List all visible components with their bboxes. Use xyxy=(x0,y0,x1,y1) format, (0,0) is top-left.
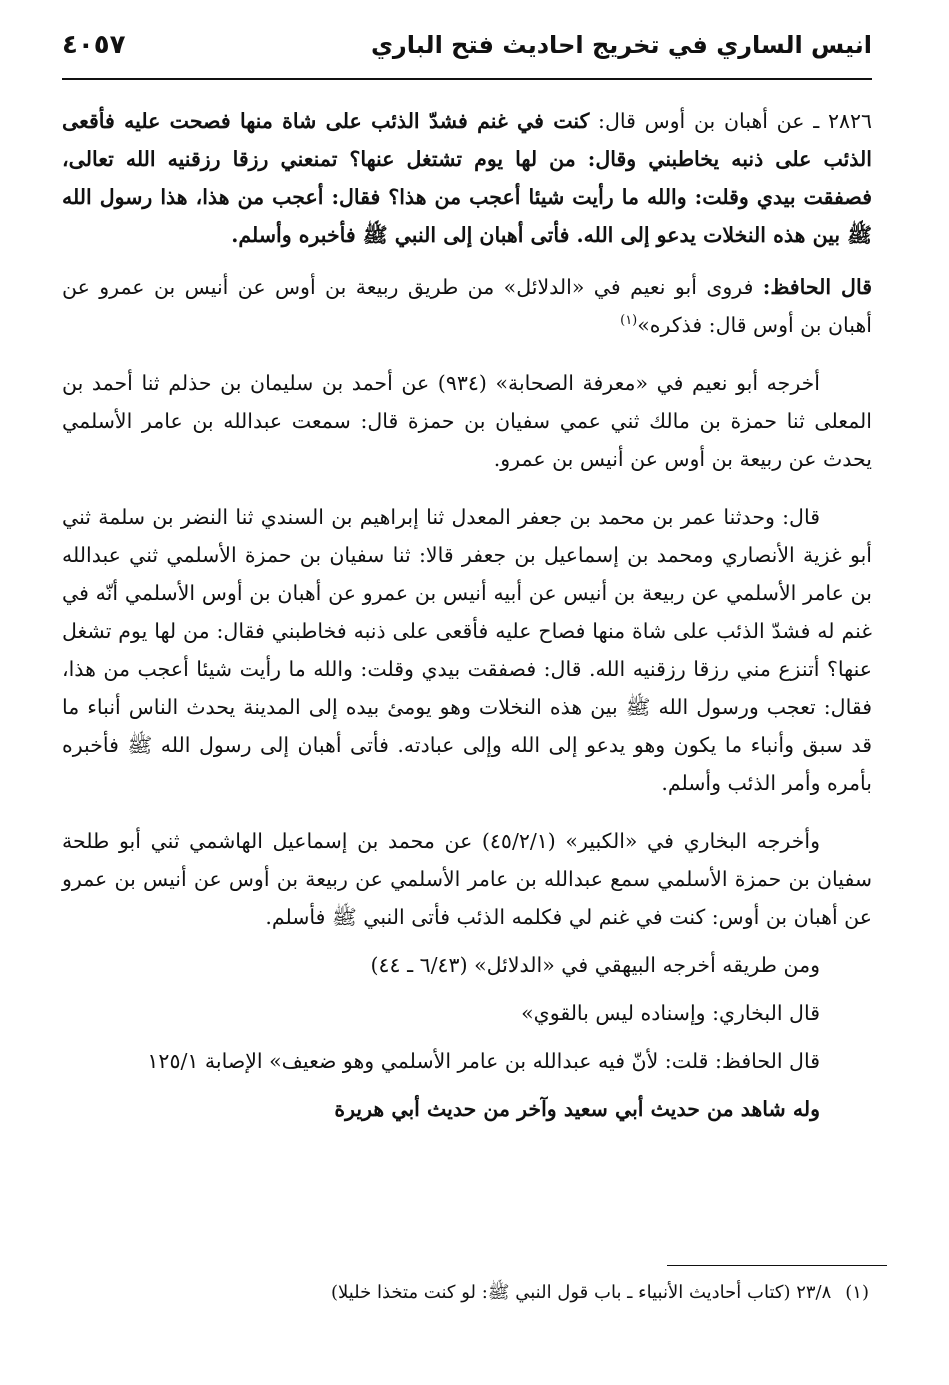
hafiz-comment: قال الحافظ: قلت: لأنّ فيه عبدالله بن عامر الأسلمي وهو ضعيف» الإصابة ١٢٥/١ xyxy=(147,1049,820,1073)
hadith-paragraph xyxy=(62,102,872,254)
footnote xyxy=(331,1278,869,1308)
hadith-number: ٢٨٢٦ xyxy=(827,109,873,133)
page-number: ٤٠٥٧ xyxy=(62,30,126,60)
bukhari-comment: قال البخاري: وإسناده ليس بالقوي» xyxy=(521,1001,820,1025)
takhrij-bayhaqi: ومن طريقه أخرجه البيهقي في «الدلائل» (٦/٤٣ ـ ٤٤) xyxy=(370,953,820,977)
header-rule xyxy=(62,78,872,80)
footnote-rule xyxy=(667,1265,887,1266)
takhrij-bukhari: وأخرجه البخاري في «الكبير» (٤٥/٢/١) عن محمد بن إسماعيل الهاشمي ثني أبو طلحة سفيان بن حمزة الأسلمي سمع عبدالله بن عامر الأسلمي عن ربيعة بن أوس عن أنيس بن عمرو عن أهبان بن أوس: كنت في غنم لي فكلمه الذئب فأتى النبي ﷺ فأسلم. xyxy=(62,829,872,929)
page-content xyxy=(62,30,872,1128)
shahid-note: وله شاهد من حديث أبي سعيد وآخر من حديث أبي هريرة xyxy=(334,1097,820,1121)
footnote-mark: (١) xyxy=(845,1282,869,1303)
takhrij-chain: قال: وحدثنا عمر بن محمد بن جعفر المعدل ثنا إبراهيم بن السندي ثنا النضر بن سلمة ثني أبو غزية الأنصاري ومحمد بن إسماعيل بن جعفر قالا: ثنا سفيان بن حمزة الأسلمي ثني عبدالله بن عامر الأسلمي عن ربيعة بن أنيس عن أبيه أنيس بن عمرو عن أهبان بن أوس الأسلمي أنّه في غنم له فشدّ الذئب على شاة منها فصاح عليه فأقعى على ذنبه فخاطبني فقال: من لها يوم تشغل عنها؟ أتنزع مني رزقا رزقنيه الله. قال: فصفقت بيدي وقلت: والله ما رأيت شيئا أعجب من هذا، فقال: تعجب ورسول الله ﷺ بين هذه النخلات وهو يومئ بيده إلى المدينة يحدث الناس أنباء ما قد سبق وأنباء ما يكون وهو يدعو إلى الله وإلى عبادته. فأتى أهبان إلى رسول الله ﷺ فأخبره بأمره وأمر الذئب وأسلم. xyxy=(62,505,872,795)
footnote-text: ٢٣/٨ (كتاب أحاديث الأنبياء ـ باب قول النبي ﷺ: لو كنت متخذا خليلا) xyxy=(330,1282,832,1303)
takhrij-abu-nuaym: أخرجه أبو نعيم في «معرفة الصحابة» (٩٣٤) عن أحمد بن سليمان بن حذلم ثنا أحمد بن المعلى ثنا حمزة بن مالك ثني عمي سفيان بن حمزة قال: سمعت عبدالله بن عامر الأسلمي يحدث عن ربيعة بن أوس عن أنيس بن عمرو. xyxy=(62,371,872,471)
hadith-text: كنت في غنم فشدّ الذئب على شاة منها فصحت عليه فأقعى الذئب على ذنبه يخاطبني وقال: من لها يوم تشتغل عنها؟ تمنعني رزقا رزقنيه الله تعالى، فصفقت بيدي وقلت: والله ما رأيت شيئا أعجب من هذا؟ فقال: أعجب من هذا، هذا رسول الله ﷺ بين هذه النخلات يدعو إلى الله. فأتى أهبان إلى النبي ﷺ فأخبره وأسلم. xyxy=(62,109,872,247)
hafiz-text: فروى أبو نعيم في «الدلائل» من طريق ربيعة بن أوس عن أنيس بن عمرو عن أهبان بن أوس قال: فذكره» xyxy=(62,275,872,337)
hafiz-paragraph xyxy=(62,268,872,344)
book-title: انيس الساري في تخريج احاديث فتح الباري xyxy=(370,31,872,59)
page-header xyxy=(62,30,872,72)
footnote-ref: (١) xyxy=(620,313,638,329)
hafiz-label: قال الحافظ: xyxy=(762,275,872,299)
hadith-intro: ـ عن أهبان بن أوس قال: xyxy=(589,109,828,133)
